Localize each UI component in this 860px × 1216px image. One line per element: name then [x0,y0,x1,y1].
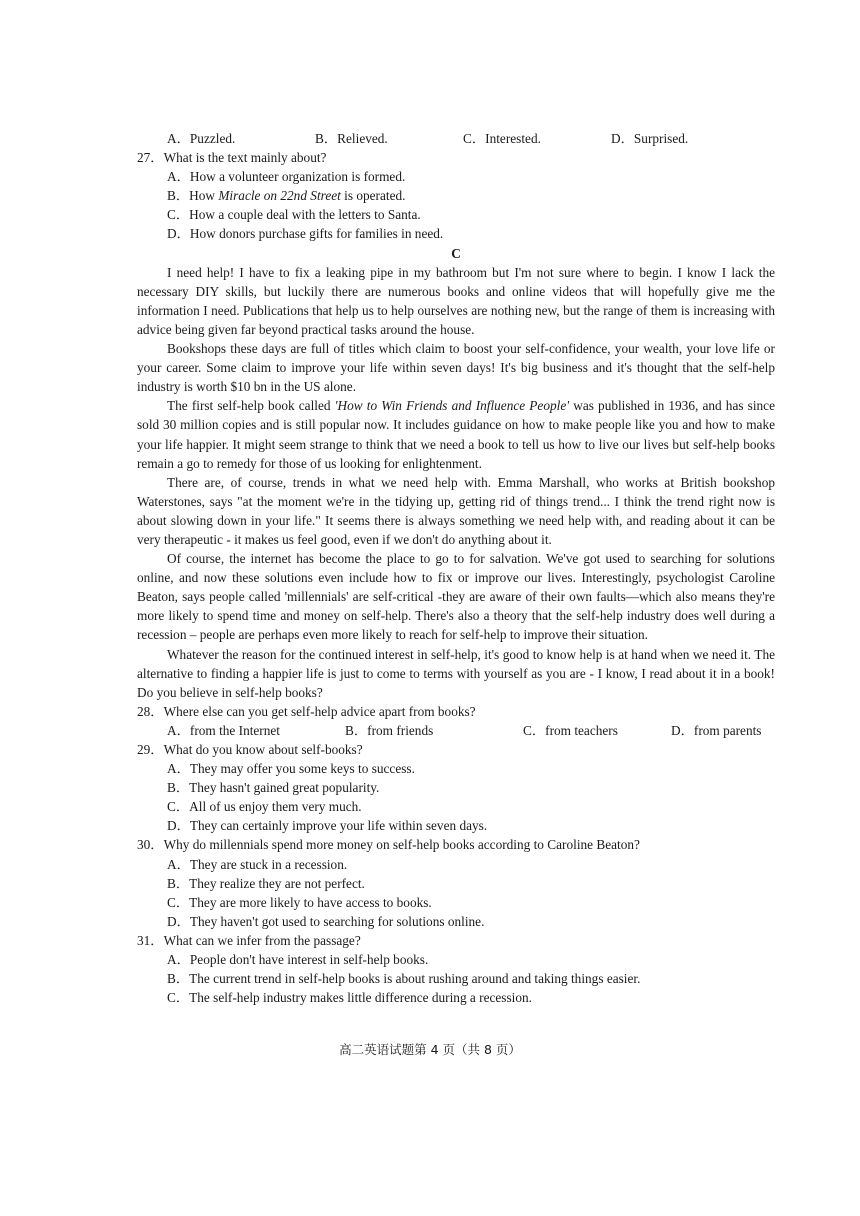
q27-option-c: C．How a couple deal with the letters to Santa. [167,207,421,223]
q27-option-b: B．How Miracle on 22nd Street is operated. [167,188,406,204]
q26-option-a: A．Puzzled. [167,131,236,146]
q26-option-c: C．Interested. [463,131,541,146]
q31-option-a: A．People don't have interest in self-help books. [167,952,429,968]
q26-options [137,129,775,148]
passage-paragraph-2: Bookshops these days are full of titles which claim to boost your self-confidence, your wealth, your love life or your career. Some claim to improve your life within seven days! It's big business and it's thought that the self-help industry is worth $10 bn in the US alone. [137,341,775,395]
passage-paragraph-5: Of course, the internet has become the place to go to for salvation. We've got used to searching for solutions online, and now these solutions even include how to fix or improve our lives. Interestingly, psychologist Caroline Beaton, says people called 'millennials' are self-critical -they are aware of their own faults—which also means they're more likely to spend time and money on self-help. There's also a theory that the self-help industry does well during a recession – people are perhaps even more likely to reach for self-help to improve their situation. [137,551,775,643]
q27-option-d: D．How donors purchase gifts for families in need. [167,226,444,242]
q31-option-c: C．The self-help industry makes little difference during a recession. [167,990,532,1006]
q30-stem: 30．Why do millennials spend more money on self-help books according to Caroline Beaton? [137,837,640,853]
q28-option-d: D．from parents [671,722,762,738]
q29-option-b: B．They hasn't gained great popularity. [167,780,380,796]
q27-stem: 27．What is the text mainly about? [137,150,327,166]
q30-option-a: A．They are stuck in a recession. [167,856,348,872]
passage-paragraph-6: Whatever the reason for the continued interest in self-help, it's good to know help is at hand when we need it. The alternative to finding a happier life is just to come to terms with yourself as you are - I know, I read about it in a book! Do you believe in self-help books? [137,646,775,700]
page-content [137,129,775,1007]
q31-option-b: B．The current trend in self-help books is about rushing around and taking things easier. [167,971,641,987]
q28-option-b: B．from friends [345,722,434,738]
q29-option-a: A．They may offer you some keys to success. [167,761,415,777]
q29-option-d: D．They can certainly improve your life within seven days. [167,818,488,834]
q27-option-b-italic: Miracle on 22nd Street [218,188,341,204]
section-title: C [451,245,461,261]
book-title: 'How to Win Friends and Influence People' [334,398,570,414]
q28-option-c: C．from teachers [523,722,618,738]
q27-option-a: A．How a volunteer organization is formed. [167,169,406,185]
q28-option-a: A．from the Internet [167,722,280,738]
q26-option-d: D．Surprised. [611,131,689,146]
q29-option-c: C．All of us enjoy them very much. [167,799,362,815]
q30-option-b: B．They realize they are not perfect. [167,875,365,891]
q29-stem: 29．What do you know about self-books? [137,742,363,757]
q30-option-d: D．They haven't got used to searching for solutions online. [167,913,485,929]
q28-options [137,721,775,740]
passage-paragraph-1: I need help! I have to fix a leaking pipe in my bathroom but I'm not sure where to begin. I know I lack the necessary DIY skills, but luckily there are numerous books and online videos that will hopefully give me the information I need. Publications that help us to help ourselves are nothing new, but the range of them is increasing with advice being given far beyond practical tasks around the house. [137,264,775,337]
q28-stem: 28．Where else can you get self-help advice apart from books? [137,703,476,719]
passage-paragraph-4: There are, of course, trends in what we need help with. Emma Marshall, who works at British bookshop Waterstones, says "at the moment we're in the tidying up, getting rid of things trend... I think the trend right now is about slowing down in your life." It seems there is always something we need help with, and reading about it can be very therapeutic - it makes us feel good, even if we don't do anything about it. [137,474,775,547]
q30-option-c: C．They are more likely to have access to books. [167,894,432,910]
passage-paragraph-3: The first self-help book called 'How to Win Friends and Influence People' was published in 1936, and has since sold 30 million copies and is still popular now. It includes guidance on how to make people like you and how to make your life happier. It might seem strange to think that we need a book to tell us how to live our lives but self-help books remain a go to remedy for those of us looking for enlightenment. [137,398,775,471]
q31-stem: 31．What can we infer from the passage? [137,932,361,948]
q26-option-b: B．Relieved. [315,131,388,146]
page-footer: 高二英语试题第 4 页（共 8 页） [339,1042,521,1057]
